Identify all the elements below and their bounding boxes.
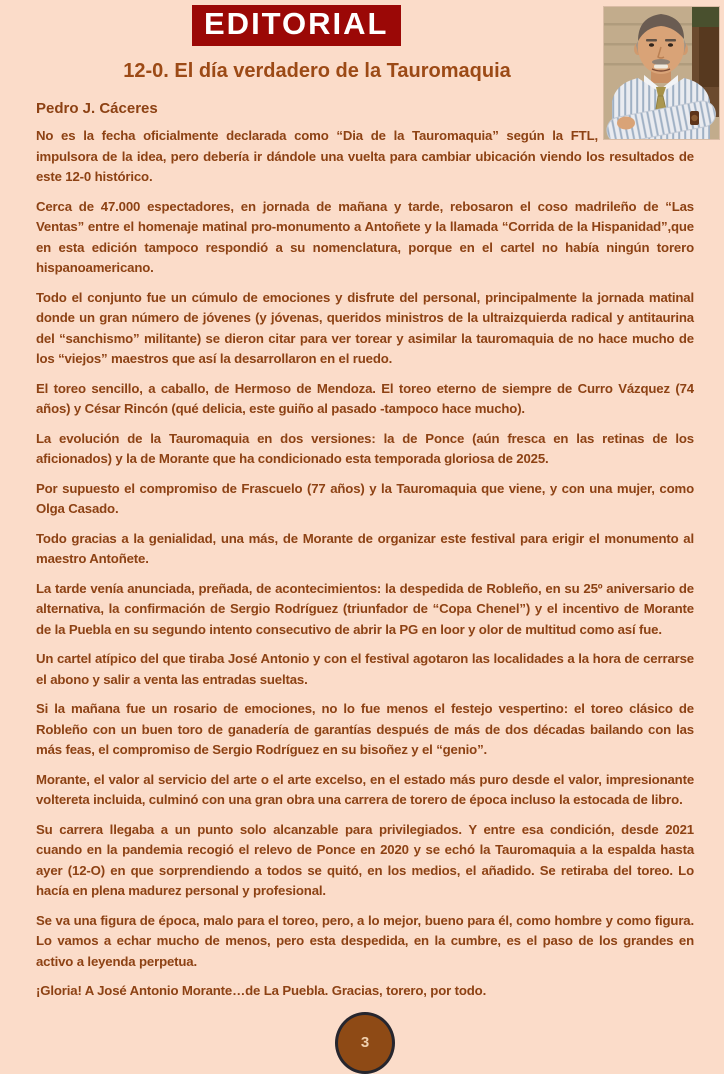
article-paragraph: Morante, el valor al servicio del arte o el arte excelso, en el estado más puro desde el valor, impresionante voltereta incluida, culminó con una gran obra una carrera de torero de época incluso la estocada de libro.	[36, 771, 694, 808]
article-paragraph: Se va una figura de época, malo para el toreo, pero, a lo mejor, bueno para él, como hombre y como figura. Lo vamos a echar mucho de menos, pero esta despedida, en la cumbre, es el paso de los grandes en activo a leyenda perpetua.	[36, 912, 694, 969]
page-number: 3	[360, 1034, 370, 1052]
article-paragraph: Todo el conjunto fue un cúmulo de emociones y disfrute del personal, principalmente la jornada matinal donde un gran número de jóvenes (y jóvenas, queridos ministros de la ultraizquierda radical y antitaurina del “sanchismo” militante) se dieron citar para ver torear y asimilar la tauromaquia de no hace mucho de los “viejos” maestros que así la desarrollaron en el ruedo.	[36, 289, 694, 367]
article-paragraph: Si la mañana fue un rosario de emociones, no lo fue menos el festejo vespertino: el toreo clásico de Robleño con un buen toro de ganadería de garantías después de más de dos décadas bailando con las más feas, el compromiso de Sergio Rodríguez en su bisoñez y el “genio”.	[36, 701, 694, 758]
article-paragraph: Todo gracias a la genialidad, una más, de Morante de organizar este festival para erigir el monumento al maestro Antoñete.	[36, 530, 694, 567]
article-paragraph: ¡Gloria! A José Antonio Morante…de La Puebla. Gracias, torero, por todo.	[36, 983, 487, 999]
author-photo	[604, 7, 719, 139]
page-number-badge	[335, 1012, 395, 1074]
author-portrait-illustration	[604, 7, 719, 139]
editorial-banner: EDITORIAL	[192, 5, 401, 46]
article-paragraph: Un cartel atípico del que tiraba José Antonio y con el festival agotaron las localidades a la hora de cerrarse el abono y salir a venta las entradas sueltas.	[36, 651, 694, 687]
author-byline: Pedro J. Cáceres	[36, 100, 158, 118]
article-paragraph: No es la fecha oficialmente declarada como “Dia de la Tauromaquia” según la FTL, impulsora de la idea, pero debería ir dándole una vuelta para cambiar ubicación viendo los resultados de este 12-0 histórico.	[36, 128, 694, 185]
article-paragraph: Su carrera llegaba a un punto solo alcanzable para privilegiados. Y entre esa condición, desde 2021 cuando en la pandemia recogió el relevo de Ponce en 2020 y se echó la Tauromaquia a la espalda hasta ayer (12-O) en que sorprendiendo a todos se quitó, en los medios, el añadido. Se retiraba del toreo. Lo hacía en plena madurez personal y profesional.	[36, 821, 694, 899]
page-title: 12-0. El día verdadero de la Tauromaquia	[123, 60, 511, 83]
article-body	[36, 126, 694, 1002]
article-paragraph: La evolución de la Tauromaquia en dos versiones: la de Ponce (aún fresca en las retinas de los aficionados) y la de Morante que ha condicionado esta temporada gloriosa de 2025.	[36, 430, 694, 467]
article-paragraph: Cerca de 47.000 espectadores, en jornada de mañana y tarde, rebosaron el coso madrileño de “Las Ventas” entre el homenaje matinal pro-monumento a Antoñete y la llamada “Corrida de la Hispanidad”,que en esta edición tampoco respondió a su nomenclatura, porque en el cartel no había ningún torero hispanoamericano.	[36, 198, 694, 276]
article-paragraph: La tarde venía anunciada, preñada, de acontecimientos: la despedida de Robleño, en su 25º aniversario de alternativa, la confirmación de Sergio Rodríguez (triunfador de “Copa Chenel”) y el incentivo de Morante de la Puebla en su segundo intento consecutivo de abrir la PG en loor y olor de multitud como así fue.	[36, 580, 694, 637]
article-paragraph: El toreo sencillo, a caballo, de Hermoso de Mendoza. El toreo eterno de siempre de Curro Vázquez (74 años) y César Rincón (qué delicia, este guiño al pasado -tampoco hace mucho).	[36, 380, 694, 417]
article-paragraph: Por supuesto el compromiso de Frascuelo (77 años) y la Tauromaquia que viene, y con una mujer, como Olga Casado.	[36, 480, 694, 517]
